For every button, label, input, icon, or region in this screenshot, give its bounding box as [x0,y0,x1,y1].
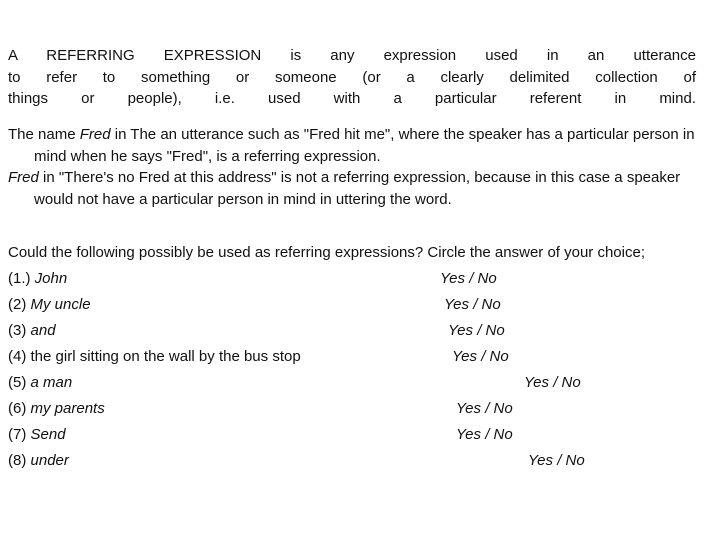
yes-option[interactable]: Yes [452,348,478,365]
no-option[interactable]: No [477,270,497,287]
no-option[interactable]: No [489,348,509,365]
yes-option[interactable]: Yes [456,426,482,443]
no-option[interactable]: No [493,426,513,443]
list-item: (6) my parents [8,400,105,417]
list-item: (2) My uncle [8,296,91,313]
no-option[interactable]: No [481,296,501,313]
no-option[interactable]: No [561,374,581,391]
list-item: (4) the girl sitting on the wall by the bus stop [8,348,301,365]
answer-choice: Yes / No [444,296,501,313]
definition-line: to refer to something or someone (or a clearly delimited collection of [8,68,696,86]
term-fred: Fred [8,169,39,186]
yes-option[interactable]: Yes [448,322,474,339]
list-item: (1.) John [8,270,68,287]
answer-choice: Yes / No [440,270,497,287]
yes-option[interactable]: Yes [440,270,466,287]
yes-option[interactable]: Yes [524,374,550,391]
definition-line: A REFERRING EXPRESSION is any expression used in an utterance [8,47,696,64]
list-item: (8) under [8,452,69,469]
definition-paragraph [8,45,696,110]
answer-choice: Yes / No [452,348,509,365]
answer-choice: Yes / No [524,374,581,391]
yes-option[interactable]: Yes [456,400,482,417]
answer-choice: Yes / No [456,400,513,417]
question-prompt: Could the following possibly be used as referring expressions? Circle the answer of your choice; [8,244,645,261]
examples [8,124,708,210]
example-non-referring: Fred in "There's no Fred at this address" is not a referring expression, because in this case a speaker would not have a particular person in mind in uttering the word. [8,169,681,208]
list-item: (5) a man [8,374,73,391]
yes-option[interactable]: Yes [528,452,554,469]
definition-line: things or people), i.e. used with a particular referent in mind. [8,90,696,107]
answer-choice: Yes / No [528,452,585,469]
no-option[interactable]: No [485,322,505,339]
answer-choice: Yes / No [456,426,513,443]
example-referring: The name Fred in The an utterance such as "Fred hit me", where the speaker has a particular person in mind when he says "Fred", is a referring expression. [8,126,695,165]
term-fred: Fred [79,126,111,143]
list-item: (3) and [8,322,56,339]
list-item: (7) Send [8,426,66,443]
no-option[interactable]: No [493,400,513,417]
answer-choice: Yes / No [448,322,505,339]
no-option[interactable]: No [565,452,585,469]
yes-option[interactable]: Yes [444,296,470,313]
